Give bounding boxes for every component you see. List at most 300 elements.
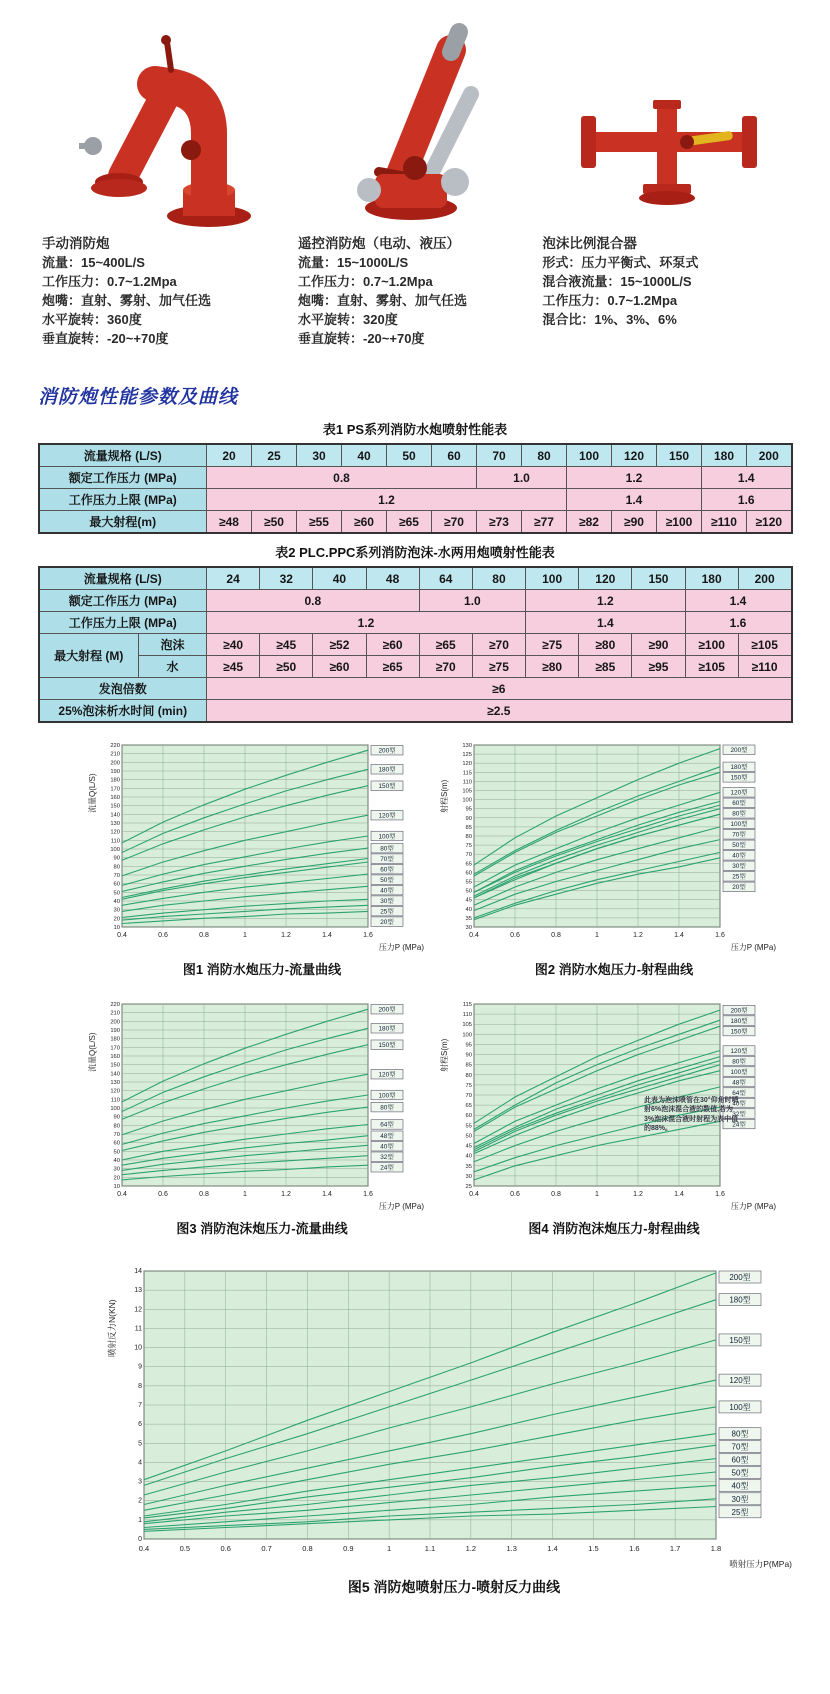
svg-text:120型: 120型	[730, 1047, 748, 1055]
svg-text:60型: 60型	[380, 866, 394, 874]
svg-text:1.4: 1.4	[547, 1544, 558, 1553]
table-cell: 100	[567, 444, 612, 467]
chart5-caption: 图5 消防炮喷射压力-喷射反力曲线	[347, 1579, 561, 1595]
svg-text:2: 2	[138, 1497, 142, 1505]
svg-text:180型: 180型	[730, 1017, 748, 1025]
svg-text:140: 140	[110, 812, 120, 819]
product-name: 手动消防炮	[42, 236, 110, 251]
chart1-box	[86, 737, 438, 986]
svg-text:24型: 24型	[732, 1121, 746, 1129]
product-spec: 混合比：1%、3%、6%	[542, 312, 677, 327]
svg-text:1.2: 1.2	[281, 1191, 291, 1198]
product-name: 泡沫比例混合器	[542, 236, 637, 251]
table-cell: ≥85	[579, 656, 632, 678]
table-row	[39, 444, 792, 467]
svg-text:0.5: 0.5	[179, 1544, 191, 1553]
chart4-annotation: 此表为泡沫喷管在30°仰角时喷射6%泡沫混合液的数值,若为3%泡沫混合液时射程为表中值的88%。	[644, 1097, 739, 1133]
foam-water-monitor-performance-table	[38, 566, 793, 723]
table-cell: ≥75	[526, 634, 579, 656]
table-cell: 200	[747, 444, 792, 467]
chart4-box	[438, 996, 790, 1245]
svg-text:85: 85	[465, 1062, 472, 1069]
svg-text:50: 50	[113, 890, 120, 897]
svg-text:70: 70	[113, 873, 120, 879]
svg-text:210: 210	[110, 1010, 120, 1017]
svg-text:12: 12	[134, 1306, 142, 1314]
table-cell: ≥82	[567, 511, 612, 534]
svg-text:80型: 80型	[380, 1104, 394, 1112]
chart5-row	[0, 1261, 830, 1597]
table-cell: ≥90	[632, 634, 685, 656]
svg-text:70型: 70型	[380, 855, 394, 863]
table-row	[39, 612, 792, 634]
product-name: 遥控消防炮（电动、液压）	[298, 236, 460, 251]
table-cell: ≥75	[472, 656, 525, 678]
svg-text:60型: 60型	[731, 1455, 749, 1465]
table-cell: 80	[472, 567, 525, 590]
products-row	[0, 0, 830, 348]
table-cell: 150	[657, 444, 702, 467]
svg-text:35: 35	[465, 1163, 472, 1170]
chart1-caption: 图1 消防水炮压力-流量曲线	[182, 962, 342, 977]
table-cell: 流量规格 (L/S)	[39, 567, 207, 590]
svg-text:50: 50	[465, 888, 472, 895]
table-cell: 180	[685, 567, 738, 590]
svg-text:40: 40	[465, 1153, 472, 1160]
table-cell: 1.2	[526, 590, 686, 612]
table-row	[39, 634, 792, 656]
svg-text:10: 10	[113, 925, 120, 931]
svg-text:压力P (MPa): 压力P (MPa)	[730, 943, 776, 952]
svg-text:20型: 20型	[732, 884, 746, 892]
svg-text:160: 160	[110, 795, 120, 801]
table-row	[39, 656, 792, 678]
svg-text:110: 110	[110, 1097, 120, 1104]
svg-text:70: 70	[465, 852, 472, 859]
svg-text:160: 160	[110, 1054, 120, 1060]
table-cell: ≥95	[632, 656, 685, 678]
table-cell: 100	[526, 567, 579, 590]
svg-text:流量Q(L/S): 流量Q(L/S)	[88, 773, 97, 813]
table-cell: 24	[207, 567, 260, 590]
svg-text:110: 110	[110, 838, 120, 845]
svg-text:64型: 64型	[380, 1121, 394, 1129]
product-spec: 形式：压力平衡式、环泵式	[542, 255, 699, 270]
svg-text:1.6: 1.6	[715, 932, 725, 939]
svg-text:130: 130	[110, 821, 120, 827]
svg-text:压力P (MPa): 压力P (MPa)	[378, 1202, 424, 1211]
svg-text:200: 200	[110, 760, 120, 767]
svg-text:50: 50	[113, 1149, 120, 1156]
table-cell: ≥73	[477, 511, 522, 534]
table-cell: ≥120	[747, 511, 792, 534]
table-cell: 1.2	[207, 489, 567, 511]
product-card-manual-monitor	[42, 20, 284, 348]
table-cell: 50	[387, 444, 432, 467]
svg-text:150型: 150型	[378, 1041, 396, 1049]
foam-proportioner-image	[569, 80, 769, 228]
svg-text:200型: 200型	[730, 747, 748, 754]
svg-text:10: 10	[113, 1184, 120, 1190]
svg-text:0.4: 0.4	[469, 1191, 479, 1198]
product-spec: 工作压力：0.7~1.2Mpa	[542, 293, 678, 308]
svg-text:120型: 120型	[729, 1376, 751, 1386]
table-cell: 1.0	[477, 467, 567, 489]
svg-text:100型: 100型	[378, 833, 396, 841]
svg-text:1.1: 1.1	[424, 1544, 436, 1553]
table1-wrap	[38, 419, 793, 534]
svg-text:0.6: 0.6	[510, 1191, 520, 1198]
table-row	[39, 700, 792, 723]
svg-text:40: 40	[113, 1158, 120, 1164]
table2-title: 表2 PLC.PPC系列消防泡沫-水两用炮喷射性能表	[275, 545, 555, 560]
svg-text:80: 80	[113, 1123, 120, 1130]
svg-text:6: 6	[138, 1421, 142, 1429]
svg-text:130: 130	[462, 743, 472, 749]
svg-text:1.6: 1.6	[629, 1544, 640, 1553]
product-photo-foam-proportioner	[542, 20, 796, 228]
svg-text:0.6: 0.6	[158, 1191, 168, 1198]
svg-text:0.4: 0.4	[469, 932, 479, 939]
table1-title: 表1 PS系列消防水炮喷射性能表	[322, 422, 508, 437]
product-photo-remote-monitor	[298, 20, 528, 228]
svg-text:50: 50	[465, 1133, 472, 1140]
table-cell: ≥50	[252, 511, 297, 534]
svg-text:90: 90	[113, 855, 120, 862]
svg-text:0.7: 0.7	[261, 1544, 272, 1553]
table-cell: 1.2	[207, 612, 526, 634]
table-cell: 32	[260, 567, 313, 590]
svg-text:48型: 48型	[732, 1079, 746, 1087]
svg-text:105: 105	[462, 788, 472, 795]
chart2-caption: 图2 消防水炮压力-射程曲线	[534, 962, 694, 977]
table-cell: 1.4	[685, 590, 791, 612]
svg-text:5: 5	[138, 1440, 142, 1448]
charts-grid	[0, 737, 830, 1255]
svg-text:80型: 80型	[732, 1058, 746, 1066]
svg-text:60: 60	[465, 870, 472, 877]
product-spec: 流量：15~400L/S	[42, 255, 145, 270]
svg-text:45: 45	[465, 1143, 472, 1150]
svg-text:40型: 40型	[380, 887, 394, 895]
table-cell: ≥90	[612, 511, 657, 534]
svg-text:180型: 180型	[378, 766, 396, 774]
chart1-pressure-flow-water	[86, 737, 426, 955]
table-row	[39, 489, 792, 511]
table-cell: ≥6	[207, 678, 792, 700]
svg-text:180型: 180型	[729, 1295, 751, 1305]
table-cell: 1.4	[567, 489, 702, 511]
svg-text:40型: 40型	[732, 1100, 746, 1108]
table-row	[39, 567, 792, 590]
table-cell: 1.6	[685, 612, 791, 634]
table-cell: 25	[252, 444, 297, 467]
svg-text:45: 45	[465, 897, 472, 904]
svg-text:180: 180	[110, 1036, 120, 1043]
svg-text:11: 11	[134, 1325, 142, 1333]
svg-text:0.8: 0.8	[199, 932, 209, 939]
svg-text:80: 80	[465, 1072, 472, 1079]
svg-text:110: 110	[462, 779, 472, 786]
table-cell: ≥2.5	[207, 700, 792, 723]
chart3-pressure-flow-foam	[86, 996, 426, 1214]
svg-text:14: 14	[134, 1268, 142, 1275]
product-spec: 混合液流量：15~1000L/S	[542, 274, 692, 289]
svg-text:0.6: 0.6	[510, 932, 520, 939]
table-cell: ≥110	[702, 511, 747, 534]
svg-text:60: 60	[465, 1113, 472, 1120]
product-card-remote-monitor	[298, 20, 528, 348]
svg-text:110: 110	[462, 1012, 472, 1019]
table-cell: ≥110	[738, 656, 791, 678]
table-cell: 120	[612, 444, 657, 467]
svg-text:30型: 30型	[380, 897, 394, 905]
table-cell: ≥65	[387, 511, 432, 534]
svg-text:25型: 25型	[732, 873, 746, 881]
svg-text:64型: 64型	[732, 1089, 746, 1097]
svg-text:70: 70	[465, 1093, 472, 1099]
table-cell: ≥65	[366, 656, 419, 678]
table-cell: 120	[579, 567, 632, 590]
svg-text:射程S(m): 射程S(m)	[440, 1038, 449, 1072]
svg-text:35: 35	[465, 915, 472, 922]
svg-text:100型: 100型	[378, 1092, 396, 1100]
svg-text:30: 30	[465, 925, 472, 931]
svg-text:1: 1	[387, 1544, 392, 1553]
table-cell: 0.8	[207, 590, 420, 612]
svg-text:流量Q(L/S): 流量Q(L/S)	[88, 1032, 97, 1072]
svg-text:150型: 150型	[730, 774, 748, 782]
svg-text:压力P (MPa): 压力P (MPa)	[378, 943, 424, 952]
product-spec: 炮嘴：直射、雾射、加气任选	[42, 293, 212, 308]
svg-text:100: 100	[110, 1106, 120, 1112]
table-cell: 工作压力上限 (MPa)	[39, 489, 207, 511]
product-photo-manual-monitor	[42, 20, 284, 228]
svg-text:130: 130	[110, 1080, 120, 1086]
chart5-pressure-reaction-force	[104, 1261, 794, 1573]
svg-text:80型: 80型	[380, 845, 394, 853]
svg-text:9: 9	[138, 1363, 142, 1371]
table-cell: 最大射程(m)	[39, 511, 207, 534]
product-spec: 垂直旋转：-20~+70度	[42, 331, 169, 346]
table-cell: 额定工作压力 (MPa)	[39, 467, 207, 489]
svg-text:120型: 120型	[378, 812, 396, 820]
svg-text:1.4: 1.4	[322, 1191, 332, 1198]
svg-text:65: 65	[465, 1103, 472, 1110]
product-spec: 工作压力：0.7~1.2Mpa	[42, 274, 177, 289]
svg-text:90: 90	[465, 1052, 472, 1059]
svg-text:80: 80	[465, 834, 472, 840]
svg-text:20型: 20型	[380, 918, 394, 926]
svg-text:170: 170	[110, 786, 120, 793]
svg-text:1.2: 1.2	[465, 1544, 477, 1553]
svg-text:75: 75	[465, 1082, 472, 1089]
svg-text:95: 95	[465, 1042, 472, 1049]
svg-text:100: 100	[462, 1032, 472, 1039]
svg-text:50型: 50型	[731, 1468, 749, 1478]
svg-text:10: 10	[134, 1344, 142, 1352]
table-row	[39, 590, 792, 612]
svg-text:13: 13	[134, 1287, 142, 1295]
svg-text:55: 55	[465, 1123, 472, 1130]
svg-text:70型: 70型	[731, 1442, 749, 1452]
svg-text:1.4: 1.4	[674, 1191, 684, 1198]
table-row	[39, 467, 792, 489]
table-row	[39, 678, 792, 700]
svg-text:170: 170	[110, 1045, 120, 1052]
svg-text:80: 80	[113, 864, 120, 871]
table-cell: ≥50	[260, 656, 313, 678]
svg-text:200型: 200型	[729, 1273, 751, 1282]
table-cell: ≥105	[685, 656, 738, 678]
table-cell: ≥80	[526, 656, 579, 678]
svg-text:115: 115	[462, 1002, 472, 1008]
svg-text:射程S(m): 射程S(m)	[440, 779, 449, 813]
table-cell: 40	[313, 567, 366, 590]
table-cell: ≥60	[313, 656, 366, 678]
table-cell: 150	[632, 567, 685, 590]
table2-wrap	[38, 542, 793, 723]
svg-text:20: 20	[113, 1175, 120, 1182]
svg-text:1: 1	[595, 1191, 599, 1198]
svg-text:25型: 25型	[380, 908, 394, 916]
svg-text:180: 180	[110, 777, 120, 784]
svg-text:105: 105	[462, 1022, 472, 1029]
svg-text:25型: 25型	[731, 1507, 749, 1517]
table-cell: 最大射程 (M)	[39, 634, 139, 678]
svg-text:喷射压力P(MPa): 喷射压力P(MPa)	[729, 1559, 792, 1569]
svg-text:1.4: 1.4	[674, 932, 684, 939]
svg-text:220: 220	[110, 743, 120, 749]
svg-text:8: 8	[138, 1382, 142, 1390]
table-cell: 1.4	[526, 612, 686, 634]
table-cell: 48	[366, 567, 419, 590]
table-cell: ≥48	[207, 511, 252, 534]
svg-text:90: 90	[113, 1114, 120, 1121]
svg-text:1.6: 1.6	[363, 1191, 373, 1198]
table-cell: ≥45	[207, 656, 260, 678]
chart2-box	[438, 737, 790, 986]
table-cell: ≥70	[472, 634, 525, 656]
svg-text:0.4: 0.4	[138, 1544, 150, 1553]
table-cell: 40	[342, 444, 387, 467]
table-cell: 流量规格 (L/S)	[39, 444, 207, 467]
svg-text:100: 100	[110, 847, 120, 853]
table-cell: 1.4	[702, 467, 792, 489]
water-monitor-performance-table	[38, 443, 793, 534]
svg-text:0.4: 0.4	[117, 1191, 127, 1198]
table-cell: ≥100	[685, 634, 738, 656]
svg-text:1.8: 1.8	[710, 1544, 722, 1553]
svg-text:210: 210	[110, 751, 120, 758]
svg-text:24型: 24型	[380, 1164, 394, 1172]
table-cell: 180	[702, 444, 747, 467]
svg-text:1: 1	[243, 1191, 247, 1198]
svg-text:0: 0	[138, 1536, 142, 1543]
svg-text:100型: 100型	[730, 821, 748, 829]
table-cell: 80	[522, 444, 567, 467]
svg-text:1.6: 1.6	[715, 1191, 725, 1198]
chart3-box	[86, 996, 438, 1245]
svg-text:150型: 150型	[378, 782, 396, 790]
table-row	[39, 511, 792, 534]
svg-text:80型: 80型	[731, 1429, 749, 1439]
product-card-foam-proportioner	[542, 20, 796, 348]
svg-text:30型: 30型	[731, 1494, 749, 1504]
svg-text:0.8: 0.8	[551, 1191, 561, 1198]
table-cell: ≥100	[657, 511, 702, 534]
svg-text:150: 150	[110, 803, 120, 810]
manual-monitor-image	[71, 30, 256, 228]
svg-text:200型: 200型	[378, 1006, 396, 1014]
svg-text:120: 120	[110, 829, 120, 836]
table-cell: 64	[419, 567, 472, 590]
svg-text:70型: 70型	[732, 831, 746, 839]
svg-text:85: 85	[465, 824, 472, 831]
svg-text:125: 125	[462, 752, 472, 759]
table-cell: ≥60	[342, 511, 387, 534]
table-cell: ≥105	[738, 634, 791, 656]
table-cell: 1.0	[419, 590, 525, 612]
svg-text:140: 140	[110, 1071, 120, 1078]
chart5-box	[104, 1261, 804, 1597]
svg-text:55: 55	[465, 879, 472, 886]
svg-text:115: 115	[462, 770, 472, 777]
svg-text:30: 30	[113, 1166, 120, 1173]
svg-text:80型: 80型	[732, 810, 746, 818]
svg-text:32型: 32型	[380, 1153, 394, 1161]
svg-text:1.4: 1.4	[322, 932, 332, 939]
table-cell: 1.6	[702, 489, 792, 511]
svg-text:60型: 60型	[732, 800, 746, 808]
svg-text:30型: 30型	[732, 863, 746, 871]
svg-text:0.8: 0.8	[302, 1544, 313, 1553]
svg-text:60: 60	[113, 881, 120, 888]
svg-text:40型: 40型	[732, 852, 746, 860]
table-cell: 30	[297, 444, 342, 467]
svg-text:40: 40	[465, 906, 472, 913]
table-cell: 20	[207, 444, 252, 467]
svg-text:120: 120	[110, 1088, 120, 1095]
table-cell: 25%泡沫析水时间 (min)	[39, 700, 207, 723]
table-cell: ≥70	[432, 511, 477, 534]
table-cell: ≥60	[366, 634, 419, 656]
svg-text:200型: 200型	[730, 1007, 748, 1015]
svg-text:0.6: 0.6	[158, 932, 168, 939]
product-spec: 垂直旋转：-20~+70度	[298, 331, 425, 346]
svg-text:1.2: 1.2	[281, 932, 291, 939]
section-title: 消防炮性能参数及曲线	[38, 387, 239, 408]
svg-text:95: 95	[465, 806, 472, 813]
product-spec: 水平旋转：360度	[42, 312, 142, 327]
svg-text:70: 70	[113, 1132, 120, 1138]
svg-text:0.6: 0.6	[220, 1544, 231, 1553]
svg-text:150型: 150型	[730, 1028, 748, 1036]
svg-text:200: 200	[110, 1019, 120, 1026]
product-spec: 流量：15~1000L/S	[298, 255, 409, 270]
svg-text:压力P (MPa): 压力P (MPa)	[730, 1202, 776, 1211]
table-cell: 60	[432, 444, 477, 467]
svg-text:120型: 120型	[378, 1071, 396, 1079]
svg-text:50型: 50型	[380, 876, 394, 884]
table-cell: ≥65	[419, 634, 472, 656]
svg-text:190: 190	[110, 769, 120, 775]
svg-text:200型: 200型	[378, 747, 396, 755]
svg-text:120型: 120型	[730, 789, 748, 797]
svg-text:40: 40	[113, 899, 120, 905]
product-spec: 水平旋转：320度	[298, 312, 398, 327]
table-cell: ≥52	[313, 634, 366, 656]
